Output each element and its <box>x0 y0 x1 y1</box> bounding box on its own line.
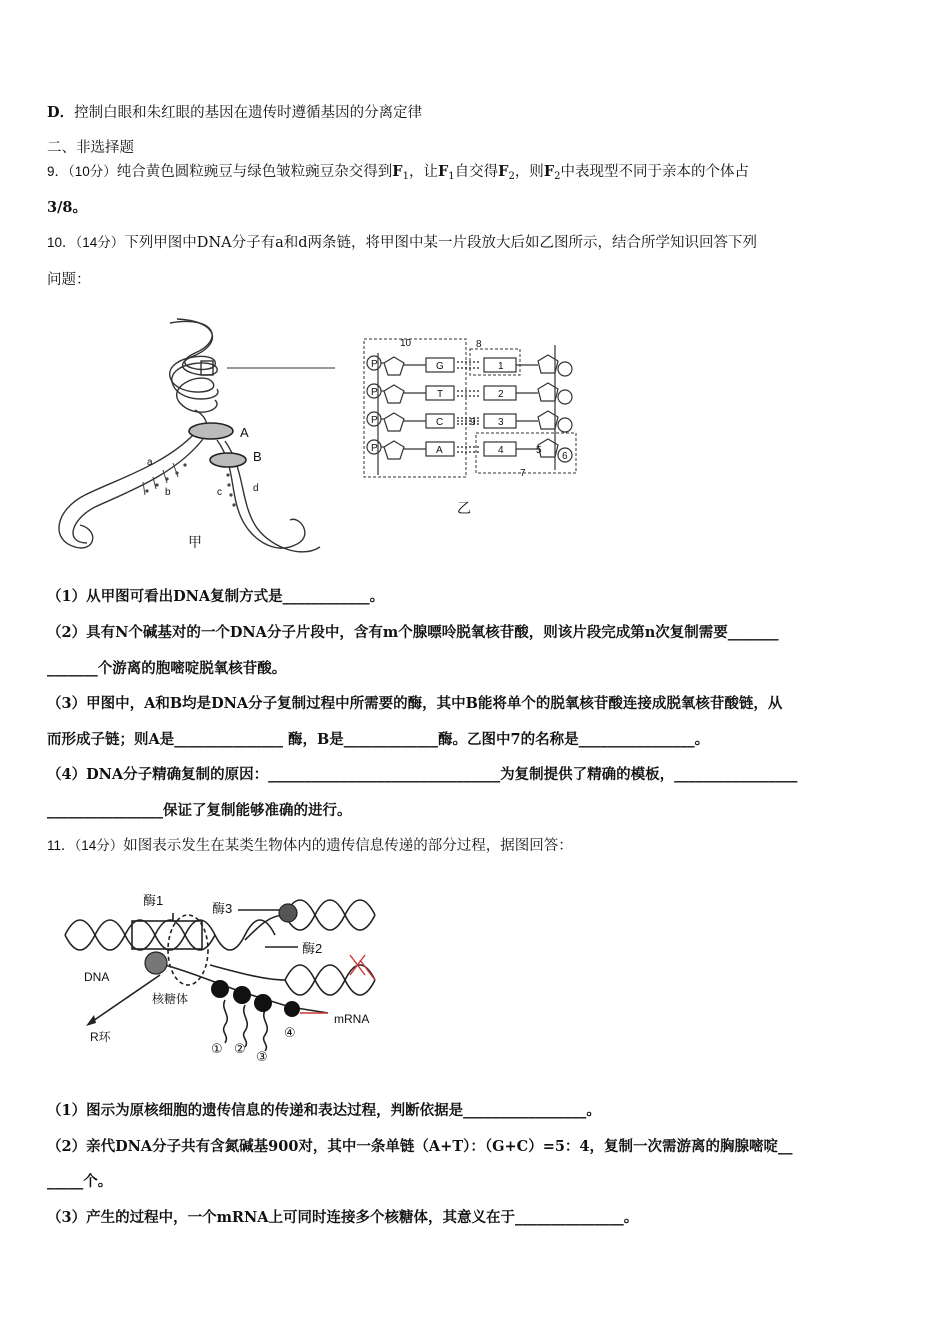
circled-3: ③ <box>256 1049 268 1064</box>
ribosome-label: 核糖体 <box>152 992 189 1006</box>
section-heading: 二、非选择题 <box>47 140 134 156</box>
q10-number: 10． <box>47 235 76 250</box>
option-d-text: 控制白眼和朱红眼的基因在遗传时遵循基因的分离定律 <box>74 105 423 121</box>
question-9: 9．（10分）纯合黄色圆粒豌豆与绿色皱粒豌豆杂交得到$F_1$，让$F_1$自交得$F_2$，则$F_2$中表现型不同于亲本的个体占 <box>47 163 749 182</box>
q11-stem: 如图表示发生在某类生物体内的遗传信息传递的部分过程，据图回答： <box>123 838 573 854</box>
q10-part2: （2）具有N个碱基对的一个DNA分子片段中，含有m个腺嘌呤脱氧核苷酸，则该片段完成第n次复制需要_______ <box>47 624 779 641</box>
circled-2: ② <box>234 1041 246 1056</box>
label-7: 7 <box>520 468 526 479</box>
chain-d-label: d <box>253 483 259 494</box>
circled-1: ① <box>211 1041 223 1056</box>
enzyme-3-blob <box>279 904 297 922</box>
figure-jia <box>45 315 335 565</box>
figure-transcription-translation <box>60 885 390 1075</box>
q10-part2-cont: _______个游离的胞嘧啶脱氧核苷酸。 <box>47 660 287 677</box>
q11-number: 11． <box>47 838 75 853</box>
label-6: 6 <box>562 451 568 462</box>
enzyme-b-shape <box>210 453 246 467</box>
figure-jia-caption: 甲 <box>188 534 202 550</box>
enzyme-1-blob <box>145 952 167 974</box>
phosphate-label-1: P <box>371 359 378 370</box>
circled-4: ④ <box>284 1025 296 1040</box>
enzyme-b-label: B <box>253 449 262 464</box>
base-label-3: C <box>436 417 444 428</box>
figure-yi <box>360 335 590 525</box>
num-label-4: 4 <box>498 445 504 456</box>
q10-part1: （1）从甲图可看出DNA复制方式是____________。 <box>47 588 385 605</box>
label-5: 5 <box>536 445 542 456</box>
dna-label: DNA <box>84 970 110 984</box>
gene-expression-diagram <box>60 885 390 1075</box>
q10-part3: （3）甲图中，A和B均是DNA分子复制过程中所需要的酶，其中B能将单个的脱氧核苷酸连接成脱氧核苷酸链，从 <box>47 695 783 712</box>
q11-score: （14分） <box>74 838 124 853</box>
base-label-4: A <box>436 445 443 456</box>
q9-text-1: 纯合黄色圆粒豌豆与绿色皱粒豌豆杂交得到 <box>116 164 393 180</box>
q10-stem-cont: 问题： <box>47 272 91 288</box>
q11-part3: （3）产生的过程中，一个mRNA上可同时连接多个核糖体，其意义在于_______________。 <box>47 1209 639 1226</box>
option-d-label: D． <box>47 104 75 121</box>
q9-score: （10分） <box>68 164 117 179</box>
enzyme-a-shape <box>189 423 233 439</box>
q9-number: 9． <box>47 164 69 179</box>
chain-c-label: c <box>217 487 222 498</box>
label-8: 8 <box>476 339 482 350</box>
q11-part2-cont: _____个。 <box>47 1173 113 1190</box>
enzyme-2-label: 酶2 <box>302 941 323 956</box>
label-9: 9 <box>470 417 476 428</box>
base-label-2: T <box>437 389 444 400</box>
q10-part4: （4）DNA分子精确复制的原因：________________________________为复制提供了精确的模板，_________________ <box>47 766 798 783</box>
replication-fork-diagram <box>45 315 335 565</box>
phosphate-label-3: P <box>371 415 378 426</box>
num-label-3: 3 <box>498 417 504 428</box>
enzyme-1-label: 酶1 <box>143 893 164 908</box>
question-11 <box>47 836 573 856</box>
q9-answer: 3/8。 <box>47 199 87 216</box>
q11-part2: （2）亲代DNA分子共有含氮碱基900对，其中一条单链（A+T）：（G+C）=5：4，复制一次需游离的胸腺嘧啶__ <box>47 1138 793 1155</box>
q11-part1: （1）图示为原核细胞的遗传信息的传递和表达过程，判断依据是_________________。 <box>47 1102 601 1119</box>
enzyme-3-label: 酶3 <box>212 901 233 916</box>
dna-segment-diagram <box>360 335 590 525</box>
base-label-1: G <box>436 361 444 372</box>
option-d <box>47 103 422 123</box>
num-label-1: 1 <box>498 361 504 372</box>
enzyme-a-label: A <box>240 425 249 440</box>
label-10: 10 <box>400 338 412 349</box>
chain-b-label: b <box>165 487 171 498</box>
q10-stem: 下列甲图中DNA分子有a和d两条链，将甲图中某一片段放大后如乙图所示，结合所学知识回答下列 <box>124 235 758 251</box>
mrna-label: mRNA <box>334 1012 370 1026</box>
q10-score: （14分） <box>75 235 125 250</box>
num-label-2: 2 <box>498 389 504 400</box>
chain-a-label: a <box>147 457 153 468</box>
q10-part3-cont: 而形成子链；则A是_______________ 酶，B是_____________酶。乙图中7的名称是________________。 <box>47 731 710 748</box>
phosphate-label-2: P <box>371 387 378 398</box>
q10-part4-cont: ________________保证了复制能够准确的进行。 <box>47 802 352 819</box>
r-loop-label: R环 <box>90 1030 111 1044</box>
figure-yi-caption: 乙 <box>457 500 471 516</box>
question-10 <box>47 233 757 253</box>
phosphate-label-4: P <box>371 443 378 454</box>
